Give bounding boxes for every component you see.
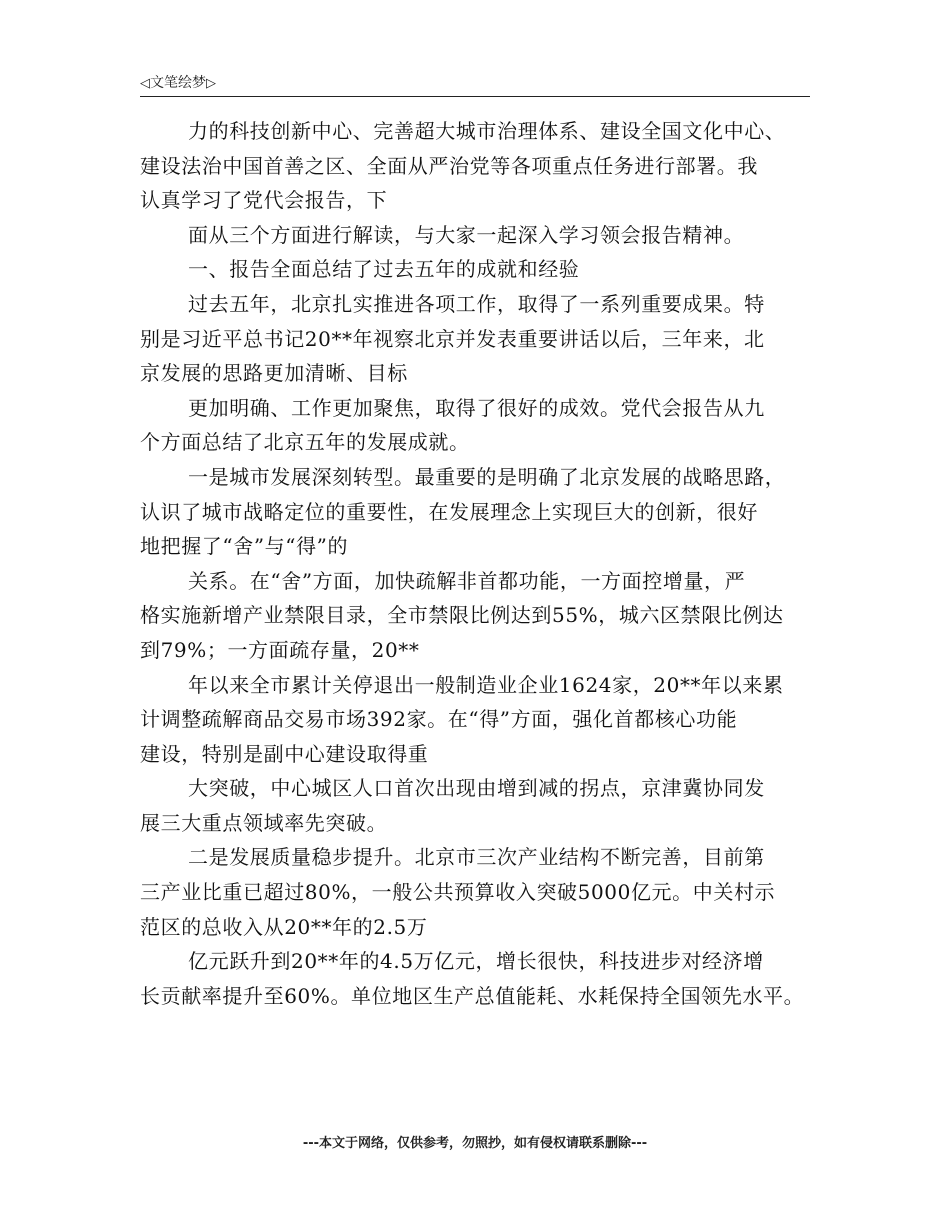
text-line: 个方面总结了北京五年的发展成就。: [140, 430, 470, 455]
header-title: [140, 74, 216, 93]
right-triangle-icon: ▷: [206, 76, 216, 91]
text-line: 认真学习了党代会报告，下: [140, 188, 388, 213]
text-line: 地把握了“舍”与“得”的: [140, 534, 349, 559]
text-line: 到79%；一方面疏存量，20**: [140, 637, 420, 662]
text-line: 京发展的思路更加清晰、目标: [140, 361, 408, 386]
text-line: 面从三个方面进行解读，与大家一起深入学习领会报告精神。: [188, 222, 745, 247]
header-title-text: 文笔绘梦: [150, 75, 206, 91]
text-line: 格实施新增产业禁限目录，全市禁限比例达到55%，城六区禁限比例达: [140, 603, 784, 628]
text-line: 计调整疏解商品交易市场392家。在“得”方面，强化首都核心功能: [140, 707, 738, 732]
page-footer: ---本文于网络，仅供参考，勿照抄，如有侵权请联系删除---: [302, 1136, 648, 1151]
text-line: 更加明确、工作更加聚焦，取得了很好的成效。党代会报告从九: [188, 395, 765, 420]
text-line: 别是习近平总书记20**年视察北京并发表重要讲话以后，三年来，北: [140, 326, 765, 351]
text-line: 展三大重点领域率先突破。: [140, 810, 388, 835]
text-line: 建设法治中国首善之区、全面从严治党等各项重点任务进行部署。我: [140, 153, 758, 178]
text-line: 过去五年，北京扎实推进各项工作，取得了一系列重要成果。特: [188, 291, 765, 316]
text-line: 二是发展质量稳步提升。北京市三次产业结构不断完善，目前第: [188, 845, 765, 870]
text-line: 长贡献率提升至60%。单位地区生产总值能耗、水耗保持全国领先水平。: [140, 983, 805, 1008]
text-line: 年以来全市累计关停退出一般制造业企业1624家，20**年以来累: [188, 672, 784, 697]
text-line: 一是城市发展深刻转型。最重要的是明确了北京发展的战略思路，: [188, 464, 786, 489]
text-line: 关系。在“舍”方面，加快疏解非首都功能，一方面控增量，严: [188, 568, 746, 593]
text-line: 范区的总收入从20**年的2.5万: [140, 914, 428, 939]
text-line: 大突破，中心城区人口首次出现由增到减的拐点，京津冀协同发: [188, 776, 765, 801]
page-header: [140, 74, 810, 97]
text-line: 三产业比重已超过80%，一般公共预算收入突破5000亿元。中关村示: [140, 880, 776, 905]
text-line: 认识了城市战略定位的重要性，在发展理念上实现巨大的创新，很好: [140, 499, 758, 524]
text-line: 力的科技创新中心、完善超大城市治理体系、建设全国文化中心、: [188, 119, 786, 143]
text-line: 亿元跃升到20**年的4.5万亿元，增长很快，科技进步对经济增: [188, 949, 764, 974]
text-line: 一、报告全面总结了过去五年的成就和经验: [188, 257, 580, 282]
left-triangle-icon: ◁: [140, 76, 150, 91]
text-line: 建设，特别是副中心建设取得重: [140, 741, 429, 766]
document-body: [140, 114, 830, 1013]
